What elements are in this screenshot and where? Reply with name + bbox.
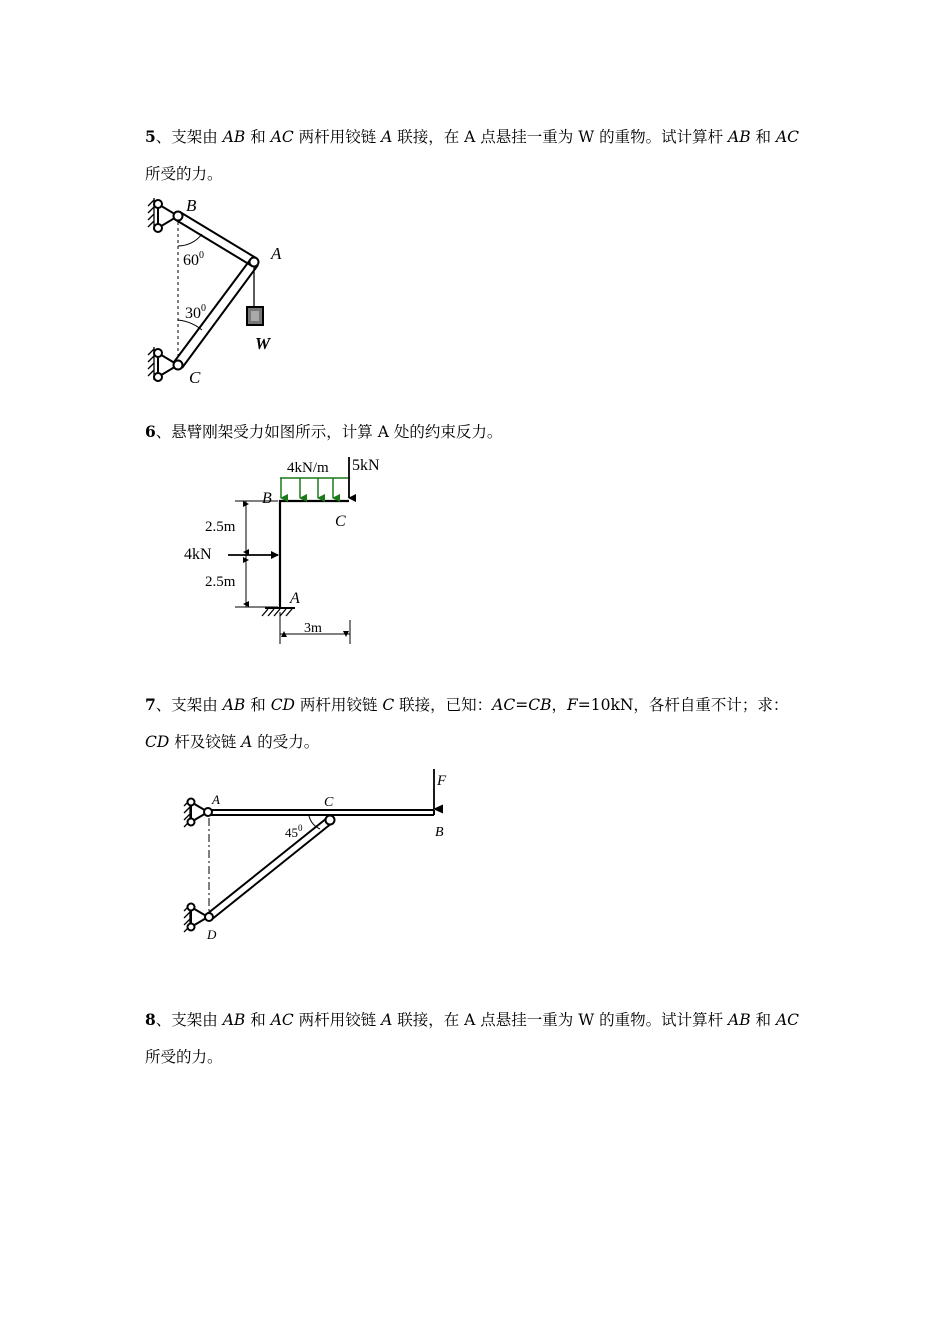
dim-horiz-label: 3m bbox=[304, 621, 322, 636]
figure-5-bracket bbox=[140, 192, 300, 392]
text-run: =10kN，各杆自重不计；求： bbox=[577, 696, 789, 714]
dim-upper-label: 2.5m bbox=[205, 519, 236, 535]
angle-60-value: 60 bbox=[183, 252, 199, 269]
problem-statement bbox=[145, 128, 799, 183]
text-run: 联接，在 A 点悬挂一重为 W 的重物。试计算杆 bbox=[392, 1011, 729, 1029]
label-B: B bbox=[262, 490, 272, 507]
text-run: 的受力。 bbox=[252, 733, 320, 751]
figure-6-cantilever-frame bbox=[180, 452, 400, 652]
text-run: 和 bbox=[245, 1011, 271, 1029]
text-run: 、支架由 bbox=[155, 128, 223, 146]
svg-text:300 bbox=[185, 303, 206, 322]
math-symbol: AB bbox=[222, 128, 246, 146]
problem-number: 5 bbox=[145, 127, 156, 146]
math-symbol: AC bbox=[270, 1011, 294, 1029]
math-symbol: C bbox=[382, 696, 395, 714]
angle-30-value: 30 bbox=[185, 305, 201, 322]
point-load-label: 5kN bbox=[352, 457, 380, 474]
figure-7-bracket bbox=[178, 766, 458, 946]
label-C: C bbox=[189, 368, 201, 387]
hinge-C bbox=[174, 361, 183, 370]
math-symbol: CD bbox=[145, 733, 170, 751]
svg-text:450 bbox=[285, 823, 303, 840]
text-run: 和 bbox=[245, 696, 271, 714]
distributed-load bbox=[280, 478, 349, 498]
text-run: 和 bbox=[245, 128, 271, 146]
hinge-D bbox=[205, 913, 213, 921]
label-B: B bbox=[435, 825, 444, 840]
rod-CD bbox=[207, 818, 332, 920]
problem-statement bbox=[145, 696, 788, 751]
text-run: 、支架由 bbox=[155, 1011, 223, 1029]
text-run: 杆及铰链 bbox=[169, 733, 242, 751]
label-C: C bbox=[335, 513, 346, 530]
text-run: 两杆用铰链 bbox=[293, 1011, 382, 1029]
label-W: W bbox=[255, 334, 271, 353]
math-symbol: A bbox=[381, 128, 393, 146]
math-symbol: AC bbox=[775, 128, 800, 146]
math-symbol: CD bbox=[270, 696, 295, 714]
problem-statement bbox=[156, 423, 503, 441]
distributed-load-label: 4kN/m bbox=[287, 460, 329, 476]
side-load-label: 4kN bbox=[184, 546, 212, 563]
label-A: A bbox=[212, 792, 220, 807]
text-run: 两杆用铰链 bbox=[294, 696, 383, 714]
problem-number: 7 bbox=[145, 695, 156, 714]
math-symbol: A bbox=[381, 1011, 393, 1029]
text-run: 联接，已知： bbox=[394, 696, 493, 714]
math-symbol: A bbox=[241, 733, 253, 751]
fixed-support-A bbox=[262, 608, 295, 616]
wall-support-top bbox=[148, 198, 154, 230]
degree-mark: 0 bbox=[298, 823, 303, 833]
problem-7-text bbox=[145, 686, 810, 761]
text-run: ， bbox=[551, 696, 567, 714]
math-symbol: AC bbox=[775, 1011, 800, 1029]
label-B: B bbox=[186, 196, 197, 215]
text-run: 两杆用铰链 bbox=[293, 128, 382, 146]
hinge-B bbox=[174, 212, 183, 221]
math-symbol: AC bbox=[492, 696, 516, 714]
angle-45-value: 45 bbox=[285, 825, 298, 840]
problem-5-text bbox=[145, 118, 810, 193]
svg-text:600 bbox=[183, 250, 204, 269]
math-symbol: AC bbox=[270, 128, 294, 146]
math-symbol: AB bbox=[222, 696, 246, 714]
problem-statement bbox=[145, 1011, 799, 1066]
label-F: F bbox=[437, 773, 447, 789]
problem-number: 6 bbox=[145, 422, 156, 441]
text-run: 所受的力。 bbox=[145, 1048, 223, 1066]
angle-arc-60 bbox=[178, 234, 202, 246]
math-symbol: AB bbox=[728, 128, 751, 146]
label-C: C bbox=[324, 795, 334, 810]
hinge-C bbox=[326, 816, 335, 825]
problem-number: 8 bbox=[145, 1010, 156, 1029]
dim-lower-label: 2.5m bbox=[205, 574, 236, 590]
text-run: 、支架由 bbox=[155, 696, 223, 714]
label-A: A bbox=[271, 244, 282, 263]
hinge-A bbox=[204, 808, 212, 816]
text-run: 、悬臂刚架受力如图所示，计算 A 处的约束反力。 bbox=[155, 423, 503, 441]
wall-support-bottom bbox=[148, 347, 154, 380]
hinge-A bbox=[250, 258, 259, 267]
math-symbol: AB bbox=[222, 1011, 246, 1029]
text-run: 和 bbox=[750, 128, 776, 146]
math-symbol: CB bbox=[528, 696, 552, 714]
text-run: 所受的力。 bbox=[145, 165, 223, 183]
vertical-dimension bbox=[235, 501, 278, 607]
math-symbol: F bbox=[566, 696, 578, 714]
text-run: = bbox=[515, 696, 529, 714]
text-run: 和 bbox=[750, 1011, 776, 1029]
label-D: D bbox=[207, 927, 217, 942]
problem-8-text bbox=[145, 1001, 810, 1076]
degree-mark: 0 bbox=[199, 250, 204, 261]
problem-6-text bbox=[145, 413, 810, 451]
text-run: 联接，在 A 点悬挂一重为 W 的重物。试计算杆 bbox=[392, 128, 729, 146]
degree-mark: 0 bbox=[201, 303, 206, 314]
label-A: A bbox=[290, 590, 300, 607]
beam-AB bbox=[208, 810, 434, 815]
math-symbol: AB bbox=[728, 1011, 751, 1029]
